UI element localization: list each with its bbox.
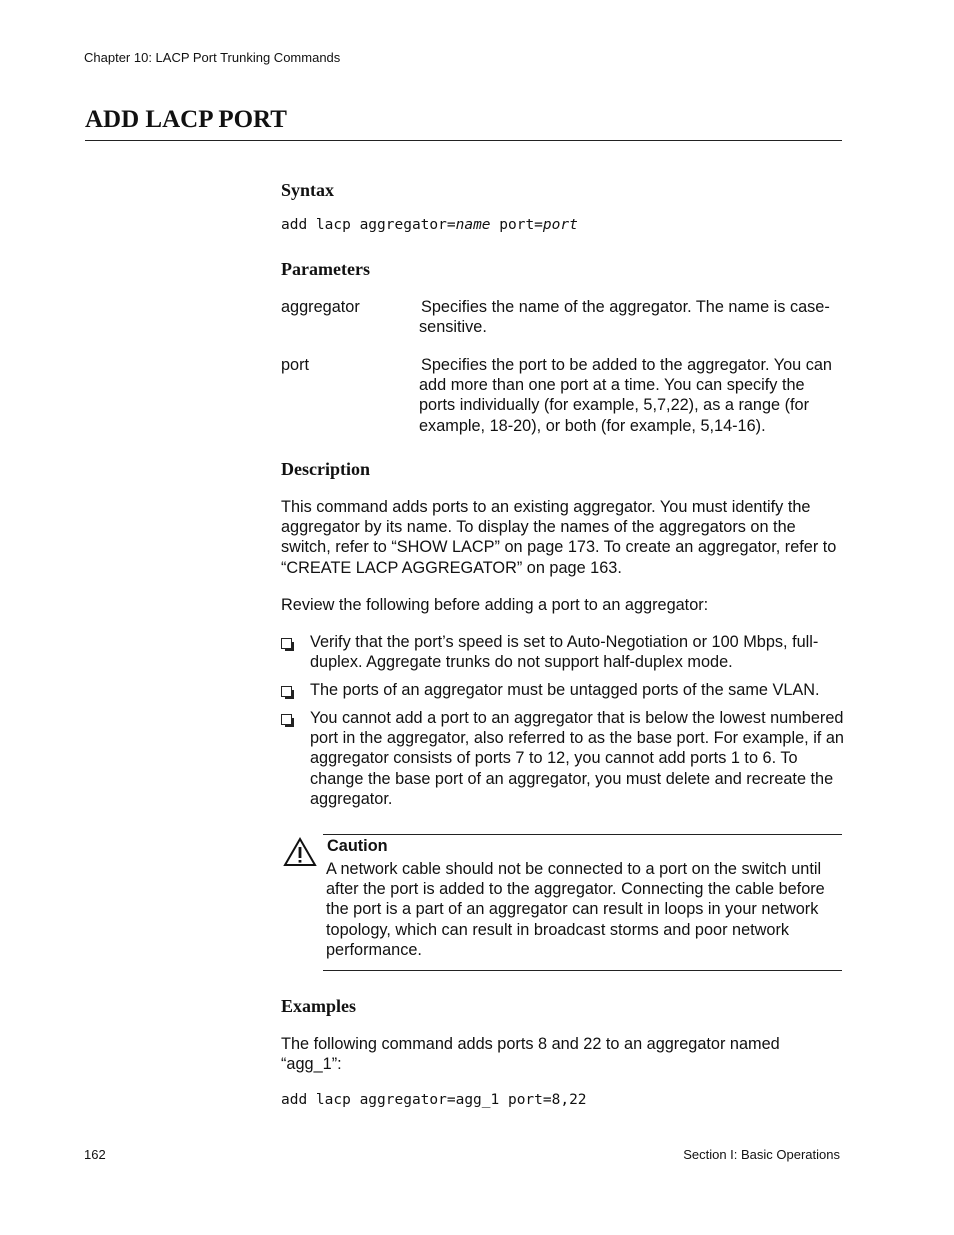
description-paragraph-2: Review the following before adding a port to an aggregator:: [281, 596, 709, 614]
example-command: add lacp aggregator=agg_1 port=8,22: [281, 1092, 587, 1108]
list-item-text: Verify that the port’s speed is set to Auto-Negotiation or 100 Mbps, full-duplex. Aggregate trunks do not support half-duplex mode.: [310, 633, 819, 672]
syntax-command: [281, 217, 578, 233]
list-item: [281, 708, 844, 809]
list-item-text: The ports of an aggregator must be untagged ports of the same VLAN.: [310, 681, 820, 699]
list-item-text: You cannot add a port to an aggregator that is below the lowest numbered port in the aggregator, also referred to as the base port. For example, if an aggregator consists of ports 7 to 12, you cannot add ports 1 to 6. To change the base port of an aggregator, you must delete and recreate the aggregator.: [310, 709, 844, 808]
footer-section: Section I: Basic Operations: [683, 1147, 840, 1162]
checkbox-bullet-icon: [281, 714, 292, 725]
list-item: [281, 680, 844, 700]
caution-bottom-rule: [323, 970, 842, 971]
syntax-mid: port=: [490, 217, 543, 233]
examples-heading: Examples: [281, 996, 357, 1016]
param-name-aggregator: aggregator: [281, 298, 360, 316]
syntax-heading: Syntax: [281, 180, 335, 200]
title-divider: [85, 140, 842, 141]
checkbox-bullet-icon: [281, 638, 292, 649]
page-number: 162: [84, 1147, 106, 1162]
param-name-port: port: [281, 356, 310, 374]
description-heading: Description: [281, 459, 370, 479]
caution-top-rule: [323, 834, 842, 835]
caution-text: A network cable should not be connected to a port on the switch until after the port is added to the aggregator. Connecting the cable before the port is a part of an aggregator can result in loops in your network topology, which can result in broadcast storms and poor network performance.: [326, 860, 825, 959]
examples-text: The following command adds ports 8 and 22 to an aggregator named “agg_1”:: [281, 1035, 780, 1074]
syntax-arg-port: port: [542, 217, 578, 233]
syntax-prefix: add lacp aggregator=: [281, 217, 456, 233]
description-paragraph-1: This command adds ports to an existing aggregator. You must identify the aggregator by its name. To display the names of the aggregators on the switch, refer to “SHOW LACP” on page 173. To create an aggregator, refer to “CREATE LACP AGGREGATOR” on page 163.: [281, 498, 837, 577]
page-title: ADD LACP PORT: [85, 106, 287, 133]
parameters-heading: Parameters: [281, 259, 370, 279]
param-desc-port: Specifies the port to be added to the aggregator. You can add more than one port at a time. You can specify the ports individually (for example, 5,7,22), as a range (for example, 18-20), or both (for example, 5,14-16).: [419, 356, 832, 435]
checkbox-bullet-icon: [281, 686, 292, 697]
running-header: Chapter 10: LACP Port Trunking Commands: [84, 50, 341, 65]
syntax-arg-name: name: [455, 217, 491, 233]
list-item: [281, 632, 844, 672]
param-desc-aggregator: Specifies the name of the aggregator. The name is case-sensitive.: [419, 298, 830, 337]
warning-triangle-icon: [283, 837, 317, 867]
caution-title: Caution: [327, 837, 388, 855]
